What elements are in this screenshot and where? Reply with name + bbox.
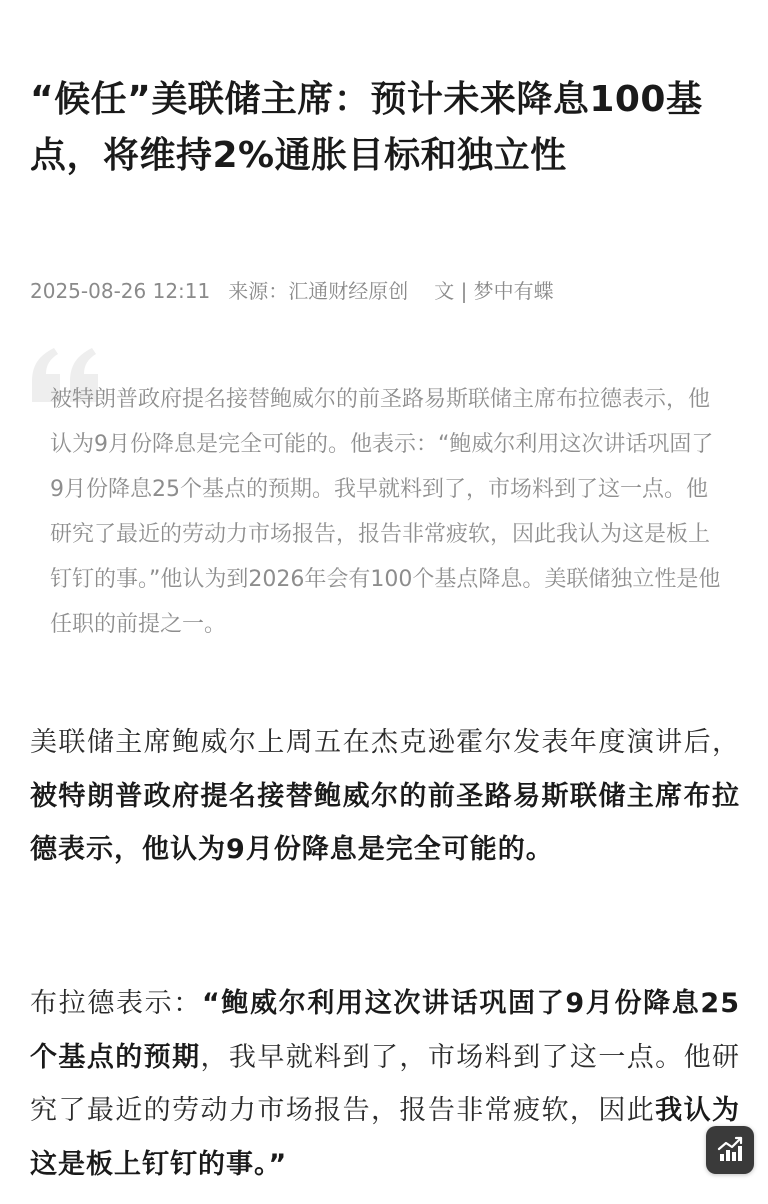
trending-chart-icon	[714, 1134, 746, 1166]
paragraph-text: 布拉德表示：	[30, 988, 202, 1019]
paragraph-text: 美联储主席鲍威尔上周五在杰克逊霍尔发表年度演讲后，	[30, 727, 740, 758]
summary-quote: 被特朗普政府提名接替鲍威尔的前圣路易斯联储主席布拉德表示，他认为9月份降息是完全可能的。他表示：“鲍威尔利用这次讲话巩固了9月份降息25个基点的预期。我早就料到了，市场料到了这一点。他研究了最近的劳动力市场报告，报告非常疲软，因此我认为这是板上钉钉的事。”他认为到2026年会有100个基点降息。美联储独立性是他任职的前提之一。	[50, 387, 721, 637]
market-chart-button[interactable]	[706, 1126, 754, 1174]
paragraph-text: ，我早就料到了，市场料到了这一点。他研究了最近的劳动力市场报告，报告非常疲软，因此	[30, 1041, 740, 1126]
paragraph-bold-text: 被特朗普政府提名接替鲍威尔的前圣路易斯联储主席布拉德表示，他认为9月份降息是完全可能的。	[30, 780, 740, 865]
publish-datetime: 2025-08-26 12:11	[30, 279, 211, 303]
body-paragraph-2	[30, 977, 740, 1191]
article-author: 文 | 梦中有蝶	[434, 279, 554, 303]
body-paragraph-1	[30, 716, 740, 877]
article-meta	[30, 277, 554, 305]
article-source: 来源：汇通财经原创	[228, 279, 409, 303]
article-title: “候任”美联储主席：预计未来降息100基点，将维持2%通胀目标和独立性	[30, 79, 703, 176]
paragraph-bold-text: “鲍威尔利用这次讲话巩固了9月份降息25个基点的预期	[30, 988, 741, 1073]
paragraph-bold-text: 我认为这是板上钉钉的事。”	[30, 1095, 741, 1180]
